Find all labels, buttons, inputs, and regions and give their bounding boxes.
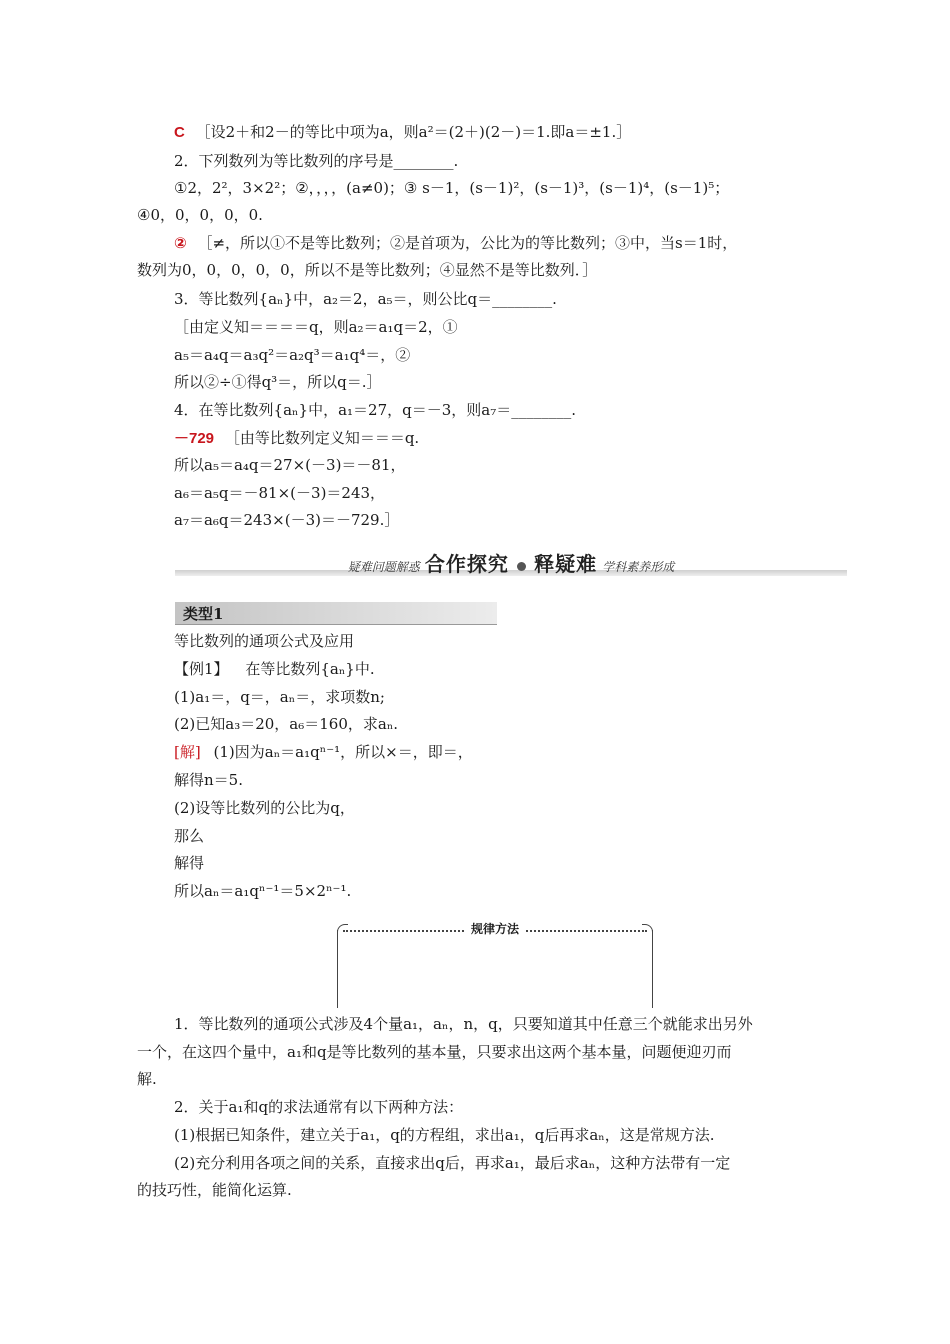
method-left-border <box>337 930 338 1008</box>
banner-left-title: 合作探究 <box>424 552 509 576</box>
solution-text-1: (1)因为aₙ＝a₁qⁿ⁻¹，所以×＝，即＝， <box>213 743 473 761</box>
q2-answer-line <box>174 232 737 255</box>
example-stem: 在等比数列{aₙ}中. <box>245 660 375 678</box>
banner-right-title: 释疑难 <box>534 552 598 576</box>
type-label-box <box>175 602 497 625</box>
q2-answer: ② <box>174 235 187 252</box>
method-label: 规律方法 <box>465 920 525 937</box>
banner-right-caption: 学科素养形成 <box>602 560 675 574</box>
solution-line-6: 所以aₙ＝a₁qⁿ⁻¹＝5×2ⁿ⁻¹. <box>174 882 352 900</box>
method-p2-item1: (1)根据已知条件，建立关于a₁，q的方程组，求出a₁，q后再求aₙ，这是常规方法. <box>174 1126 715 1144</box>
solution-tag: [解] <box>174 743 201 761</box>
banner-dot-icon <box>517 562 526 571</box>
q3-stem: 3．等比数列{aₙ}中，a₂＝2，a₅＝，则公比q＝________. <box>174 290 557 308</box>
solution-line-3: (2)设等比数列的公比为q， <box>174 799 355 817</box>
solution-line-5: 解得 <box>174 854 205 872</box>
example-part-1: (1)a₁＝，q＝，aₙ＝，求项数n; <box>174 688 385 706</box>
q2-options-line2: ④0，0，0，0，0. <box>137 206 263 224</box>
q4-answer-line <box>174 427 419 450</box>
example-part-2: (2)已知a₃＝20，a₆＝160，求aₙ. <box>174 715 399 733</box>
q1-explanation: ［设2＋和2－的等比中项为a，则a²＝(2＋)(2－)＝1.即a＝±1.］ <box>195 123 632 141</box>
q4-solution-2: 所以a₅＝a₄q＝27×(－3)＝－81， <box>174 456 406 474</box>
q4-solution-4: a₇＝a₆q＝243×(－3)＝－729.］ <box>174 511 400 529</box>
type-title: 等比数列的通项公式及应用 <box>174 632 355 650</box>
method-frame <box>337 920 653 1008</box>
section-banner <box>175 548 847 582</box>
solution-line-1 <box>174 741 473 763</box>
method-right-border <box>652 930 653 1008</box>
q4-solution-1: ［由等比数列定义知＝＝＝q. <box>224 429 420 447</box>
example-heading <box>174 658 375 680</box>
method-p2-item2-line2: 的技巧性，能简化运算. <box>137 1181 292 1199</box>
method-p2: 2．关于a₁和q的求法通常有以下两种方法： <box>174 1098 464 1116</box>
method-p2-item2-line1: (2)充分利用各项之间的关系，直接求出q后，再求a₁，最后求aₙ，这种方法带有一定 <box>174 1154 731 1172</box>
q4-solution-3: a₆＝a₅q＝－81×(－3)＝243， <box>174 484 386 502</box>
q2-options-line1: ①2，2²，3×2²；②，，，，(a≠0)；③ s－1，(s－1)²，(s－1)³，(s－1)⁴，(s－1)⁵； <box>174 179 730 197</box>
method-p1-line2: 一个，在这四个量中，a₁和q是等比数列的基本量，只要求出这两个基本量，问题便迎刃而 <box>137 1043 732 1061</box>
example-tag: 【例1】 <box>174 660 229 678</box>
method-p1-line3: 解. <box>137 1070 157 1088</box>
q3-solution-2: a₅＝a₄q＝a₃q²＝a₂q³＝a₁q⁴＝，② <box>174 346 411 364</box>
solution-line-2: 解得n＝5. <box>174 771 243 789</box>
banner-title-row <box>175 548 847 577</box>
q4-answer: －729 <box>174 430 215 447</box>
q1-answer: C <box>174 124 185 141</box>
q3-solution-3: 所以②÷①得q³＝，所以q＝.］ <box>174 373 382 391</box>
q1-answer-line <box>174 121 631 144</box>
q2-explanation-1: ［≠，所以①不是等比数列；②是首项为，公比为的等比数列；③中，当s＝1时， <box>197 234 738 252</box>
method-p1-line1: 1．等比数列的通项公式涉及4个量a₁，aₙ，n，q，只要知道其中任意三个就能求出另外 <box>174 1015 753 1033</box>
banner-left-caption: 疑难问题解惑 <box>347 560 420 574</box>
q2-explanation-2: 数列为0，0，0，0，0，所以不是等比数列；④显然不是等比数列．］ <box>137 261 598 279</box>
solution-line-4: 那么 <box>174 827 205 845</box>
q4-stem: 4．在等比数列{aₙ}中，a₁＝27，q＝－3，则a₇＝________. <box>174 401 576 419</box>
q3-solution-1: ［由定义知＝＝＝＝q，则a₂＝a₁q＝2，① <box>174 318 458 336</box>
q2-stem: 2．下列数列为等比数列的序号是________. <box>174 152 459 170</box>
type-label: 类型1 <box>183 605 224 623</box>
